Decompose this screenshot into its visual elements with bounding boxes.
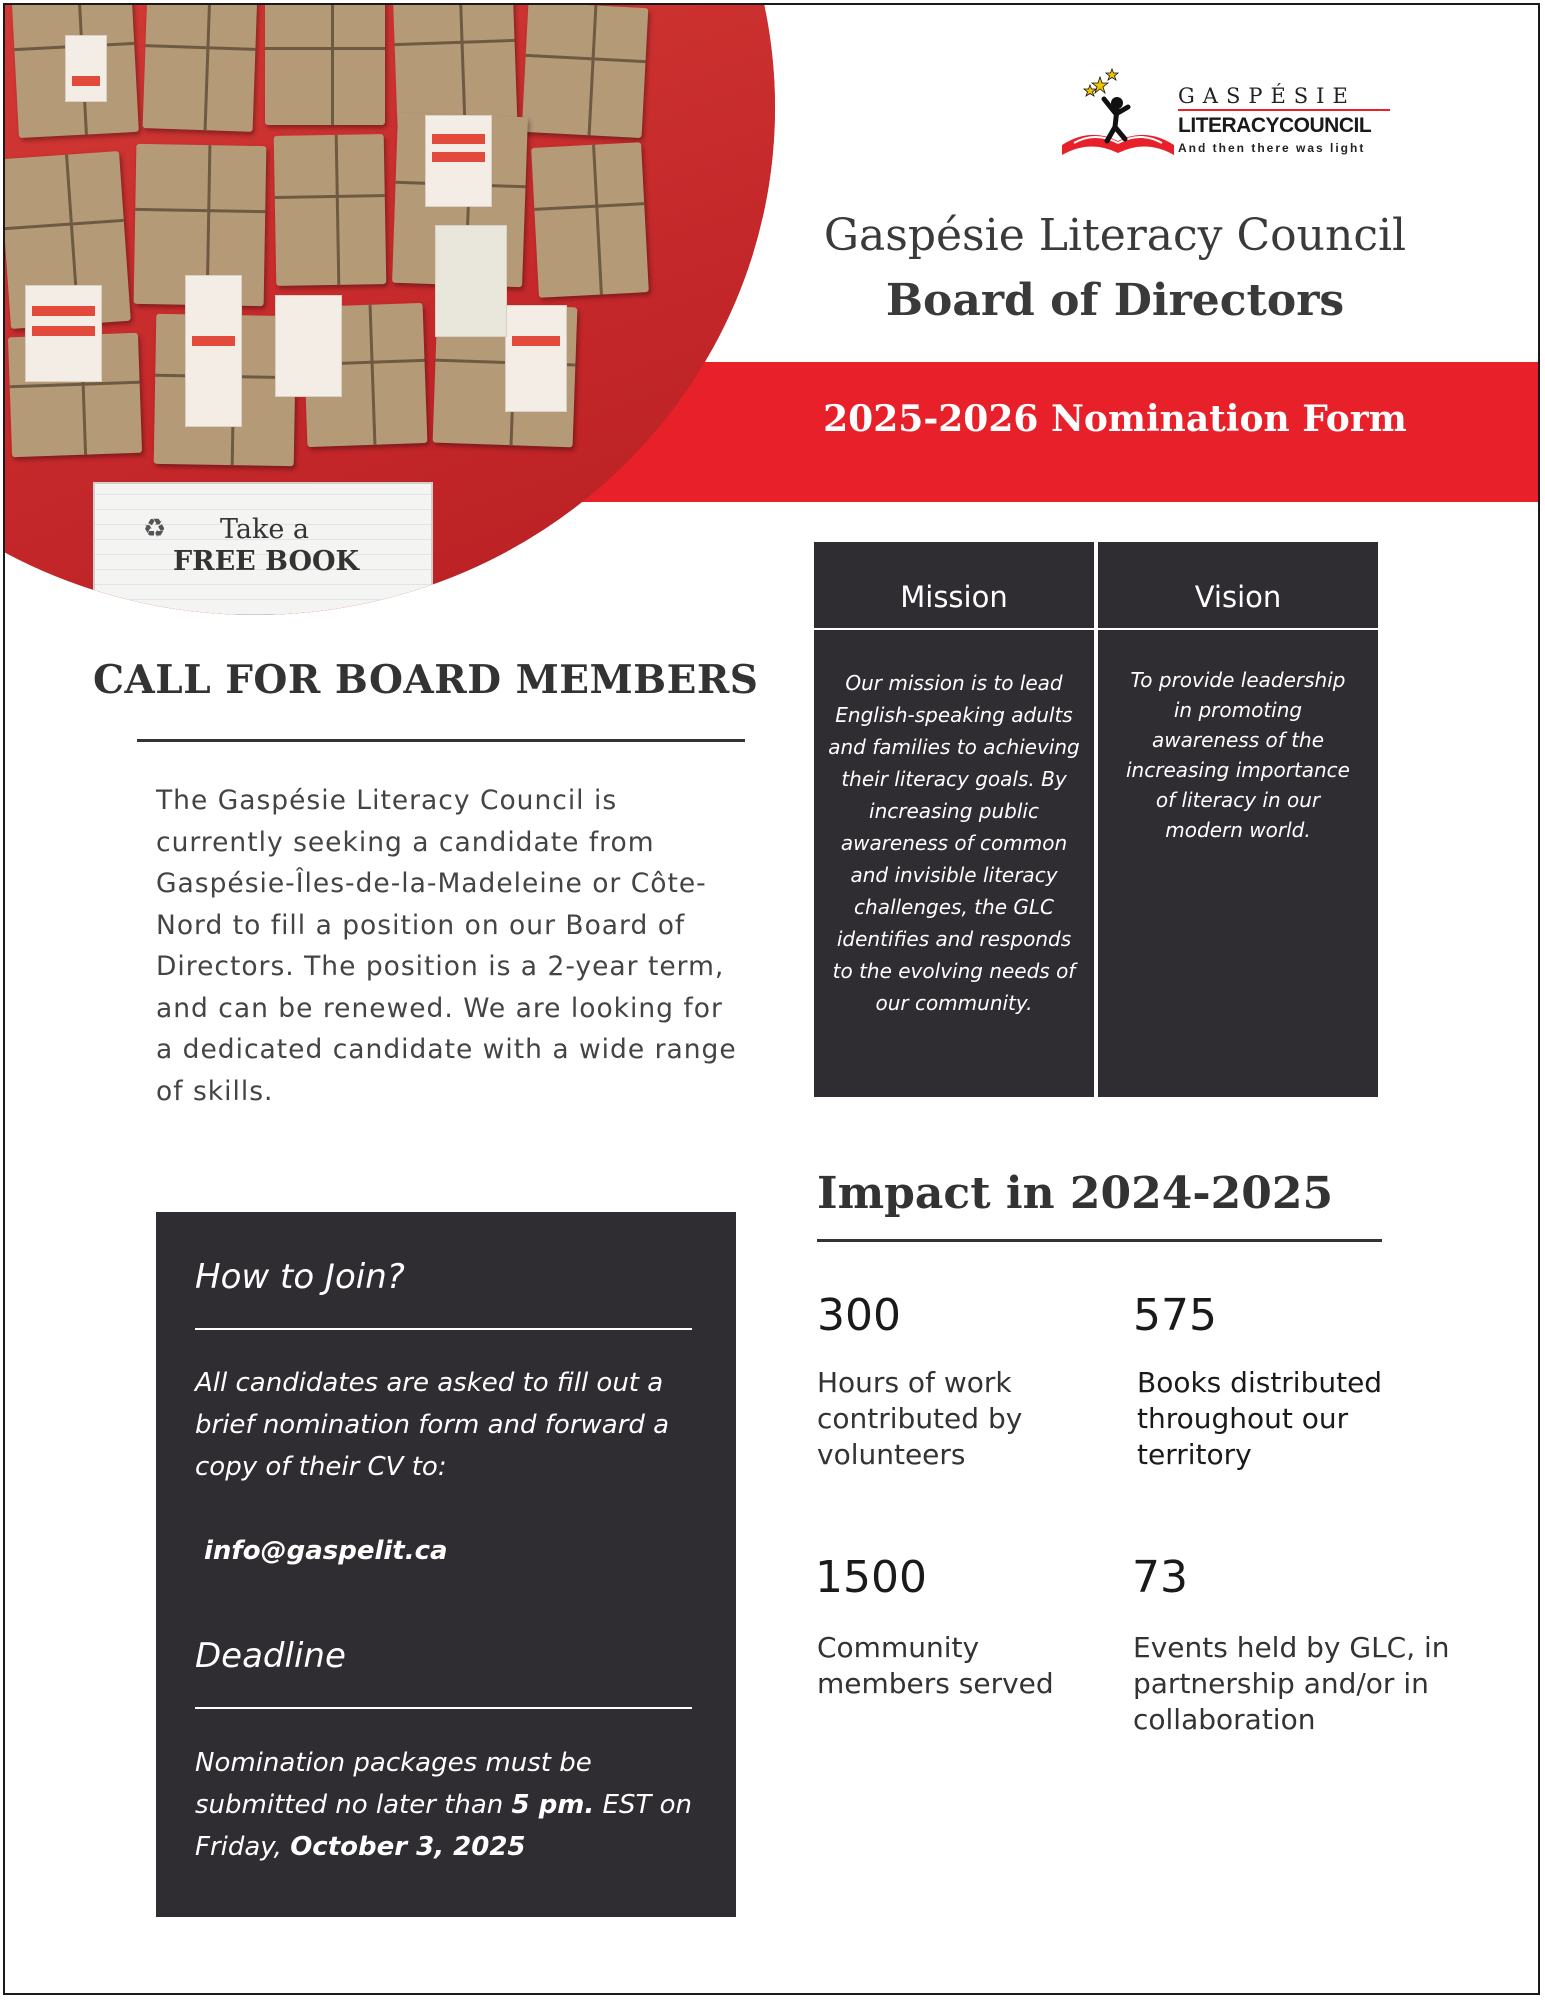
stat-number-events: 73 <box>1132 1552 1188 1603</box>
free-book-sign <box>93 482 433 615</box>
logo-name-line2: LITERACYCOUNCIL <box>1178 114 1372 137</box>
sign-line2: FREE BOOK <box>173 546 359 577</box>
call-heading: CALL FOR BOARD MEMBERS <box>93 657 759 703</box>
stat-label-books: Books distributed throughout our territory <box>1137 1366 1383 1471</box>
stat-number-volunteer-hours: 300 <box>817 1290 901 1341</box>
vision-panel <box>1098 542 1378 1097</box>
call-divider <box>137 739 745 742</box>
recycle-icon: ♻ <box>143 514 167 544</box>
impact-divider <box>817 1239 1382 1242</box>
nomination-form-title: 2025-2026 Nomination Form <box>823 398 1407 440</box>
impact-heading: Impact in 2024-2025 <box>817 1168 1334 1219</box>
glc-logo <box>1060 67 1400 162</box>
how-to-join-heading: How to Join? <box>195 1257 405 1297</box>
contact-email: info@gaspelit.ca <box>204 1536 448 1566</box>
call-body-text: The Gaspésie Literacy Council is currently seeking a candidate from Gaspésie-Îles-de-la-Madeleine or Côte-Nord to fill a position on our Board of Directors. The position is a 2-year term, and can be renewed. We are looking for a dedicated candidate with a wide range of skills. <box>156 785 737 1107</box>
stat-label-members: Community members served <box>817 1631 1054 1700</box>
deadline-text: Nomination packages must be submitted no later than 5 pm. EST on Friday, October 3, 2025 <box>195 1748 693 1862</box>
stat-number-books: 575 <box>1133 1290 1217 1341</box>
reading-figure-icon <box>1060 67 1180 157</box>
stat-number-members: 1500 <box>815 1552 927 1603</box>
logo-tagline: And then there was light <box>1178 141 1366 155</box>
logo-name-line1: GASPÉSIE <box>1178 84 1356 108</box>
deadline-heading: Deadline <box>195 1636 346 1676</box>
vision-text: To provide leadership in promoting awareness of the increasing importance of literacy in our modern world. <box>1126 668 1350 842</box>
page-title-line2: Board of Directors <box>885 275 1345 326</box>
how-to-join-text: All candidates are asked to fill out a brief nomination form and forward a copy of their CV to: <box>195 1368 670 1482</box>
deadline-time: 5 pm. <box>511 1790 595 1820</box>
stat-label-events: Events held by GLC, in partnership and/or in collaboration <box>1133 1631 1450 1736</box>
mission-text: Our mission is to lead English-speaking adults and families to achieving their literacy goals. By increasing public awareness of common and invisible literacy challenges, the GLC identifies and responds to the evolving needs of our community. <box>828 671 1080 1015</box>
deadline-date: October 3, 2025 <box>290 1832 526 1862</box>
page-frame <box>3 3 1540 1995</box>
vision-heading: Vision <box>1194 580 1282 614</box>
page-title-line1: Gaspésie Literacy Council <box>823 210 1407 261</box>
stat-label-volunteer-hours: Hours of work contributed by volunteers <box>817 1366 1023 1471</box>
mission-heading: Mission <box>900 580 1008 614</box>
mission-panel <box>814 542 1094 1097</box>
how-to-join-panel <box>156 1212 736 1917</box>
book-display-photo <box>3 3 775 615</box>
sign-line1: Take a <box>220 514 310 545</box>
